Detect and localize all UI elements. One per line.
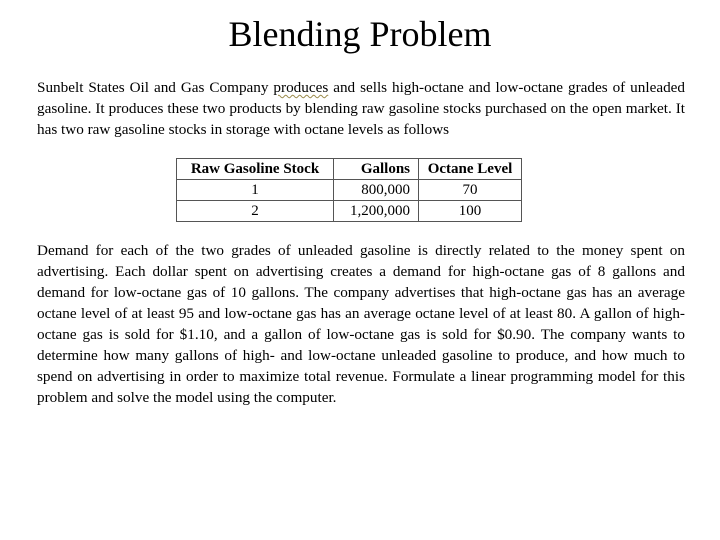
problem-details-paragraph: Demand for each of the two grades of unleaded gasoline is directly related to the money spent on advertising. Each dollar spent on advertising creates a demand for high-octane gas of 8 gallons and demand for low-octane gas of 10 gallons. The company advertises that high-octane gas has an average octane level of at least 95 and low-octane gas has an average octane level of at least 80. A gallon of high-octane gas is sold for $1.10, and a gallon of low-octane gas is sold for $0.90. The company wants to determine how many gallons of high- and low-octane unleaded gasoline to produce, and how much to spend on advertising in order to maximize total revenue. Formulate a linear programming model for this problem and solve the model using the computer. [37, 242, 685, 406]
intro-text-start: Sunbelt States Oil and Gas Company [37, 79, 274, 96]
cell-octane: 100 [419, 201, 522, 222]
cell-stock: 2 [177, 201, 334, 222]
cell-octane: 70 [419, 180, 522, 201]
problem-intro-paragraph [37, 77, 685, 140]
column-header-gallons: Gallons [334, 159, 419, 180]
intro-text-end: and sells high-octane and low-octane grades of unleaded gasoline. It produces these two products by blending raw gasoline stocks purchased on the open market. It has two raw gasoline stocks in storage with octane levels as follows [37, 79, 685, 138]
column-header-stock: Raw Gasoline Stock [177, 159, 334, 180]
page-title: Blending Problem [228, 14, 492, 54]
table-row [177, 201, 522, 222]
cell-gallons: 800,000 [334, 180, 419, 201]
spellcheck-flagged-word: produces [273, 79, 329, 96]
column-header-octane: Octane Level [419, 159, 522, 180]
table-header-row [177, 159, 522, 180]
cell-gallons: 1,200,000 [334, 201, 419, 222]
raw-gasoline-stock-table [176, 158, 522, 222]
table-row [177, 180, 522, 201]
cell-stock: 1 [177, 180, 334, 201]
